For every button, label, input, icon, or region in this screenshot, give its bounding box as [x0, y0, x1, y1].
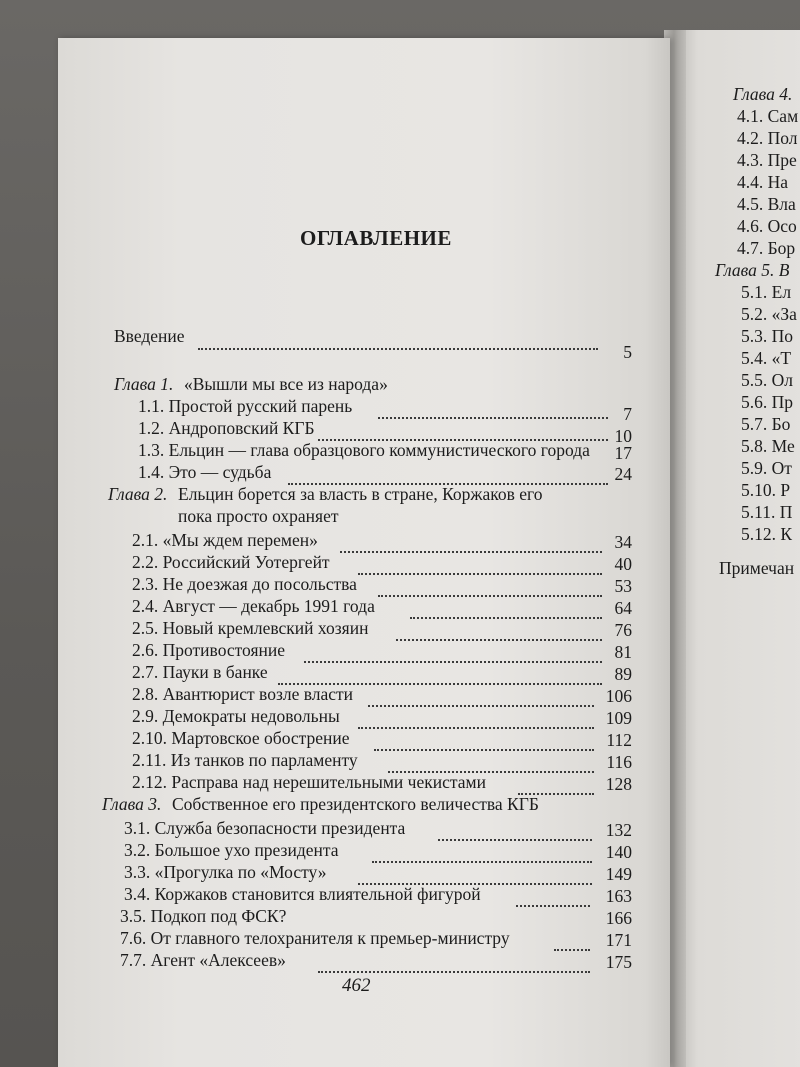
toc-page-number: 166: [605, 908, 632, 928]
toc-entry: 2.4. Август — декабрь 1991 года: [132, 596, 375, 616]
left-page: [58, 38, 670, 1067]
dot-leader: [396, 627, 602, 641]
right-line: 4.6. Осо: [737, 216, 797, 236]
chapter-2-prefix: Глава 2.: [108, 484, 168, 504]
dot-leader: [358, 871, 592, 885]
right-line: 5.2. «За: [741, 304, 797, 324]
toc-page-number: 149: [605, 864, 632, 884]
chapter-1-title: «Вышли мы все из народа»: [184, 374, 388, 394]
right-line: 5.6. Пр: [741, 392, 794, 412]
toc-page-number: 128: [605, 774, 632, 794]
toc-entry: 3.5. Подкоп под ФСК?: [120, 906, 287, 926]
toc-entry: 2.8. Авантюрист возле власти: [132, 684, 354, 704]
dot-leader: [288, 471, 608, 485]
dot-leader: [388, 759, 594, 773]
toc-page-number: 76: [614, 620, 632, 640]
dot-leader: [518, 781, 594, 795]
right-line: 5.4. «Т: [741, 348, 792, 368]
dot-leader: [340, 539, 602, 553]
right-line: Примечан: [719, 558, 795, 578]
right-line: 5.9. От: [741, 458, 792, 478]
toc-page-number: 7: [623, 404, 632, 424]
right-line: 4.3. Пре: [737, 150, 797, 170]
toc-page-number: 132: [605, 820, 632, 840]
dot-leader: [278, 671, 602, 685]
right-line: 5.7. Бо: [741, 414, 791, 434]
toc-entry: 3.4. Коржаков становится влиятельной фигурой: [124, 884, 481, 904]
right-line: 4.7. Бор: [737, 238, 796, 258]
toc-page-number: 109: [605, 708, 632, 728]
toc-intro-page: 5: [623, 342, 632, 362]
right-line: Глава 4.: [733, 84, 793, 104]
toc-entry: 1.4. Это — судьба: [138, 462, 272, 482]
dot-leader: [198, 336, 598, 350]
dot-leader: [554, 937, 590, 951]
toc-page-number: 116: [606, 752, 632, 772]
toc-entry: 2.7. Пауки в банке: [132, 662, 268, 682]
chapter-2-title-line1: Ельцин борется за власть в стране, Коржаков его: [178, 484, 543, 504]
toc-entry: 3.1. Служба безопасности президента: [124, 818, 406, 838]
toc-entry: 2.11. Из танков по парламенту: [132, 750, 358, 770]
toc-entry: 2.10. Мартовское обострение: [132, 728, 350, 748]
right-line: 5.1. Ел: [741, 282, 792, 302]
toc-entry: 7.7. Агент «Алексеев»: [120, 950, 286, 970]
toc-entry: 1.2. Андроповский КГБ: [138, 418, 315, 438]
toc-entry: 3.2. Большое ухо президента: [124, 840, 339, 860]
chapter-3-title: Собственное его президентского величества КГБ: [172, 794, 539, 814]
dot-leader: [516, 893, 590, 907]
toc-page-number: 10: [614, 426, 632, 446]
toc-page-number: 53: [614, 576, 632, 596]
right-page: [681, 30, 800, 1067]
dot-leader: [368, 693, 594, 707]
toc-entry: 2.3. Не доезжая до посольства: [132, 574, 357, 594]
toc-entry: 1.3. Ельцин — глава образцового коммунистического города: [138, 440, 590, 460]
dot-leader: [378, 583, 602, 597]
toc-entry: 2.2. Российский Уотергейт: [132, 552, 330, 572]
toc-page-number: 106: [605, 686, 632, 706]
toc-entry: 2.5. Новый кремлевский хозяин: [132, 618, 369, 638]
toc-page-number: 89: [614, 664, 632, 684]
right-line: 5.8. Ме: [741, 436, 795, 456]
chapter-3-prefix: Глава 3.: [102, 794, 162, 814]
toc-page-number: 40: [614, 554, 632, 574]
dot-leader: [438, 827, 592, 841]
dot-leader: [374, 737, 594, 751]
dot-leader: [410, 605, 602, 619]
toc-entry: 7.6. От главного телохранителя к премьер-министру: [120, 928, 510, 948]
right-line: Глава 5. В: [715, 260, 790, 280]
chapter-1-prefix: Глава 1.: [114, 374, 174, 394]
right-line: 5.5. Ол: [741, 370, 793, 390]
toc-entry: 2.6. Противостояние: [132, 640, 286, 660]
toc-page-number: 112: [606, 730, 632, 750]
toc-entry: 2.9. Демократы недовольны: [132, 706, 340, 726]
right-line: 5.12. К: [741, 524, 793, 544]
right-line: 5.10. Р: [741, 480, 791, 500]
page-number: 462: [342, 975, 371, 996]
toc-page-number: 34: [614, 532, 632, 552]
toc-page-number: 64: [614, 598, 632, 618]
dot-leader: [358, 715, 594, 729]
toc-entry: 2.12. Расправа над нерешительными чекистами: [132, 772, 486, 792]
right-line: 4.5. Вла: [737, 194, 796, 214]
toc-page-number: 24: [614, 464, 632, 484]
toc-page-number: 171: [605, 930, 632, 950]
right-line: 4.4. На: [737, 172, 789, 192]
dot-leader: [318, 959, 590, 973]
right-line: 4.1. Сам: [737, 106, 799, 126]
toc-entry: 3.3. «Прогулка по «Мосту»: [124, 862, 327, 882]
toc-page-number: 81: [614, 642, 632, 662]
dot-leader: [358, 561, 602, 575]
toc-page-number: 17: [614, 443, 632, 463]
toc-page-number: 175: [605, 952, 632, 972]
right-line: 4.2. Пол: [737, 128, 798, 148]
toc-entry: 1.1. Простой русский парень: [138, 396, 353, 416]
right-line: 5.11. П: [741, 502, 793, 522]
dot-leader: [318, 427, 608, 441]
toc-intro-label: Введение: [114, 326, 185, 346]
toc-page-number: 140: [605, 842, 632, 862]
page-title: ОГЛАВЛЕНИЕ: [300, 226, 452, 250]
chapter-2-title-line2: пока просто охраняет: [178, 506, 339, 526]
dot-leader: [304, 649, 602, 663]
toc-page-number: 163: [605, 886, 632, 906]
dot-leader: [378, 405, 608, 419]
dot-leader: [372, 849, 592, 863]
toc-entry: 2.1. «Мы ждем перемен»: [132, 530, 318, 550]
right-line: 5.3. По: [741, 326, 794, 346]
